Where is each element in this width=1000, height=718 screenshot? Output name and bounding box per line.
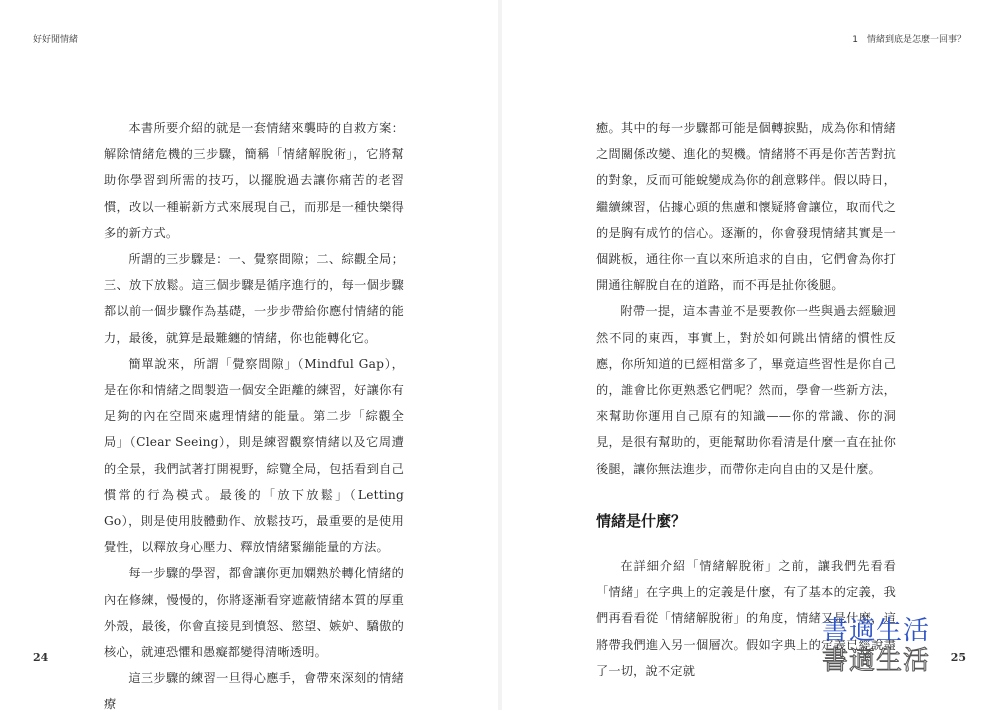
left-page-body: [104, 115, 404, 718]
paragraph: 這三步驟的練習一旦得心應手，會帶來深刻的情緒療: [104, 671, 404, 712]
paragraph: 在詳細介紹「情緒解脫術」之前，讓我們先看看「情緒」在字典上的定義是什麼，有了基本的定義，我們再看看從「情緒解脫術」的角度，情緒又是什麼，這將帶我們進入另一個層次。假如字典上的定義已經說盡了一切，說不定就: [596, 559, 896, 678]
paragraph: 癒。其中的每一步驟都可能是個轉捩點，成為你和情緒之間關係改變、進化的契機。情緒將不再是你苦苦對抗的對象，反而可能蛻變成為你的創意夥伴。假以時日，繼續練習，佔據心頭的焦慮和懷疑將會讓位，取而代之的是胸有成竹的信心。逐漸的，你會發現情緒其實是一個跳板，通往你一直以來所追求的自由，它們會為你打開通往解脫自在的道路，而不再是扯你後腿。: [596, 121, 896, 293]
section-spacer: [596, 482, 896, 508]
right-page-body: [596, 115, 896, 684]
watermark-line-outline: 書適生活: [822, 646, 931, 676]
paragraph: 本書所要介紹的就是一套情緒來襲時的自救方案：解除情緒危機的三步驟，簡稱「情緒解脫術」，它將幫助你學習到所需的技巧，以擺脫過去讓你痛苦的老習慣，改以一種嶄新方式來展現自己，而那是一種快樂得多的新方式。: [104, 121, 404, 240]
paragraph: 附帶一提，這本書並不是要教你一些與過去經驗迥然不同的東西，事實上，對於如何跳出情緒的慣性反應，你所知道的已經相當多了，畢竟這些習性是你自己的，誰會比你更熟悉它們呢？然而，學會一些新方法，來幫助你運用自己原有的知識——你的常識、你的洞見，是很有幫助的，更能幫助你看清是什麼一直在扯你後腿，讓你無法進步，而帶你走向自由的又是什麼。: [596, 304, 896, 476]
publisher-watermark: [822, 616, 930, 676]
paragraph: 所謂的三步驟是：一、覺察間隙；二、綜觀全局；三、放下放鬆。這三個步驟是循序進行的，每一個步驟都以前一個步驟作為基礎，一步步帶給你應付情緒的能力，最後，就算是最難纏的情緒，你也能轉化它。: [104, 252, 404, 345]
paragraph: 簡單說來，所謂「覺察間隙」（Mindful Gap），是在你和情緒之間製造一個安全距離的練習，好讓你有足夠的內在空間來處理情緒的能量。第二步「綜觀全局」（Clear Seeing），則是練習觀察情緒以及它周遭的全景，我們試著打開視野，綜覽全局，包括看到自己慣常的行為模式。最後的「放下放鬆」（Letting Go），則是使用肢體動作、放鬆技巧，最重要的是使用覺性，以釋放身心壓力、釋放情緒緊繃能量的方法。: [104, 356, 404, 555]
running-head-book-title: 好好閒情緒: [33, 35, 79, 45]
book-gutter: [498, 0, 502, 710]
page-number: 25: [950, 651, 966, 664]
right-page: [510, 0, 1000, 710]
paragraph: 每一步驟的學習，都會讓你更加嫻熟於轉化情緒的內在修練，慢慢的，你將逐漸看穿遮蔽情緒本質的厚重外殼，最後，你會直接見到憤怒、慾望、嫉妒、驕傲的核心，就連恐懼和愚癡都變得清晰透明。: [104, 566, 404, 660]
page-number: 24: [33, 651, 49, 664]
watermark-line: 書適生活: [822, 616, 931, 646]
running-head-chapter-title: 1 情緒到底是怎麼一回事？: [852, 35, 966, 45]
section-heading: 情緒是什麼？: [596, 511, 687, 530]
section-spacer: [596, 534, 896, 553]
left-page: [0, 0, 490, 710]
